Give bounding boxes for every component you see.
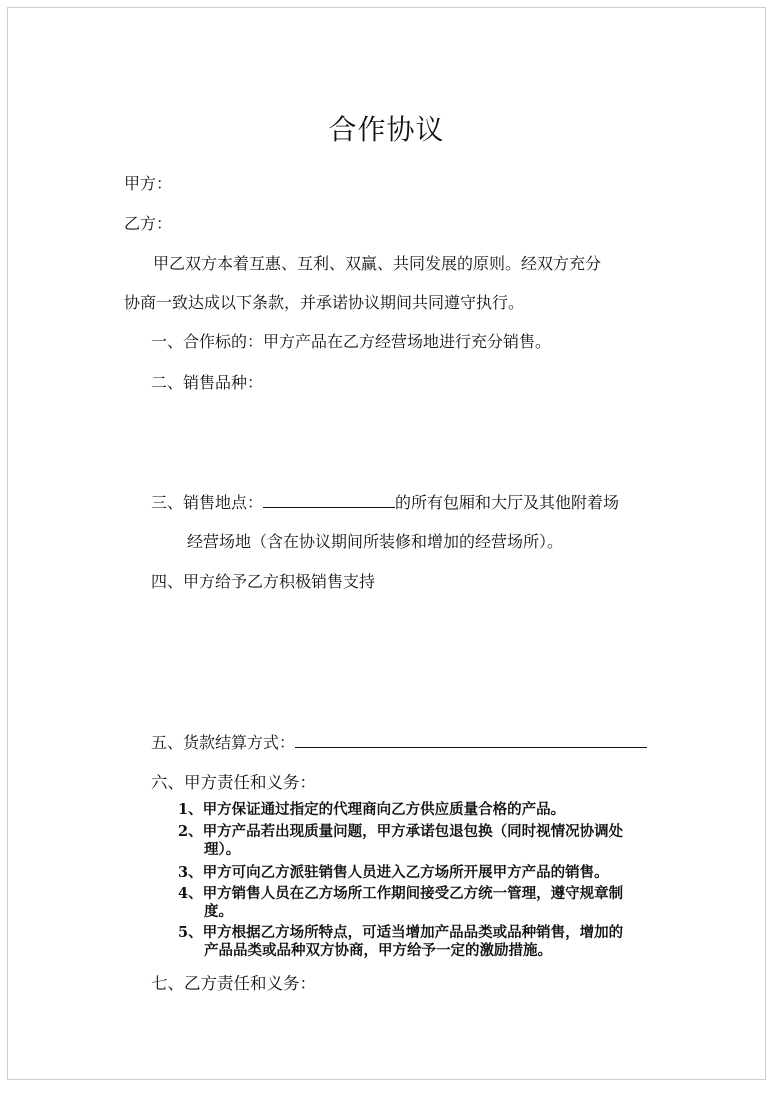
section-2-sales-varieties: 二、销售品种：	[151, 373, 264, 392]
intro-paragraph-line-1: 甲乙双方本着互惠、互利、双赢、共同发展的原则。经双方充分	[153, 254, 602, 273]
duty-item-4: 4、甲方销售人员在乙方场所工作期间接受乙方统一管理，遵守规章制	[178, 885, 624, 902]
party-a-label: 甲方：	[124, 174, 173, 193]
party-b-label: 乙方：	[124, 214, 173, 233]
duty-item-4-cont: 度。	[204, 903, 233, 920]
payment-blank-line	[295, 730, 647, 748]
duty-item-5: 5、甲方根据乙方场所特点，可适当增加产品品类或品种销售，增加的	[178, 924, 624, 941]
document-title: 合作协议	[328, 113, 445, 146]
duty-item-2-cont: 理）。	[204, 841, 241, 858]
duty-item-2: 2、甲方产品若出现质量问题，甲方承诺包退包换（同时视情况协调处	[178, 823, 624, 840]
intro-paragraph-line-2: 协商一致达成以下条款，并承诺协议期间共同遵守执行。	[124, 293, 525, 312]
location-blank-line	[263, 490, 395, 508]
section-5-label: 五、货款结算方式：	[151, 733, 296, 752]
section-1-cooperation-subject: 一、合作标的：甲方产品在乙方经营场地进行充分销售。	[151, 332, 552, 351]
section-3-sales-location	[151, 490, 619, 513]
section-5-payment-method	[151, 730, 647, 753]
section-3-line-2: 经营场地（含在协议期间所装修和增加的经营场所）。	[187, 532, 564, 551]
section-3-prefix: 三、销售地点：	[151, 493, 264, 512]
document-page	[7, 7, 766, 1080]
duty-item-5-cont: 产品品类或品种双方协商，甲方给予一定的激励措施。	[204, 942, 552, 959]
section-3-suffix: 的所有包厢和大厅及其他附着场	[395, 493, 620, 512]
section-7-party-b-duties: 七、乙方责任和义务：	[151, 974, 316, 993]
section-4-sales-support: 四、甲方给予乙方积极销售支持	[151, 572, 376, 591]
section-6-party-a-duties: 六、甲方责任和义务：	[151, 773, 316, 792]
duty-item-1: 1、甲方保证通过指定的代理商向乙方供应质量合格的产品。	[178, 801, 566, 818]
duty-item-3: 3、甲方可向乙方派驻销售人员进入乙方场所开展甲方产品的销售。	[178, 864, 609, 881]
